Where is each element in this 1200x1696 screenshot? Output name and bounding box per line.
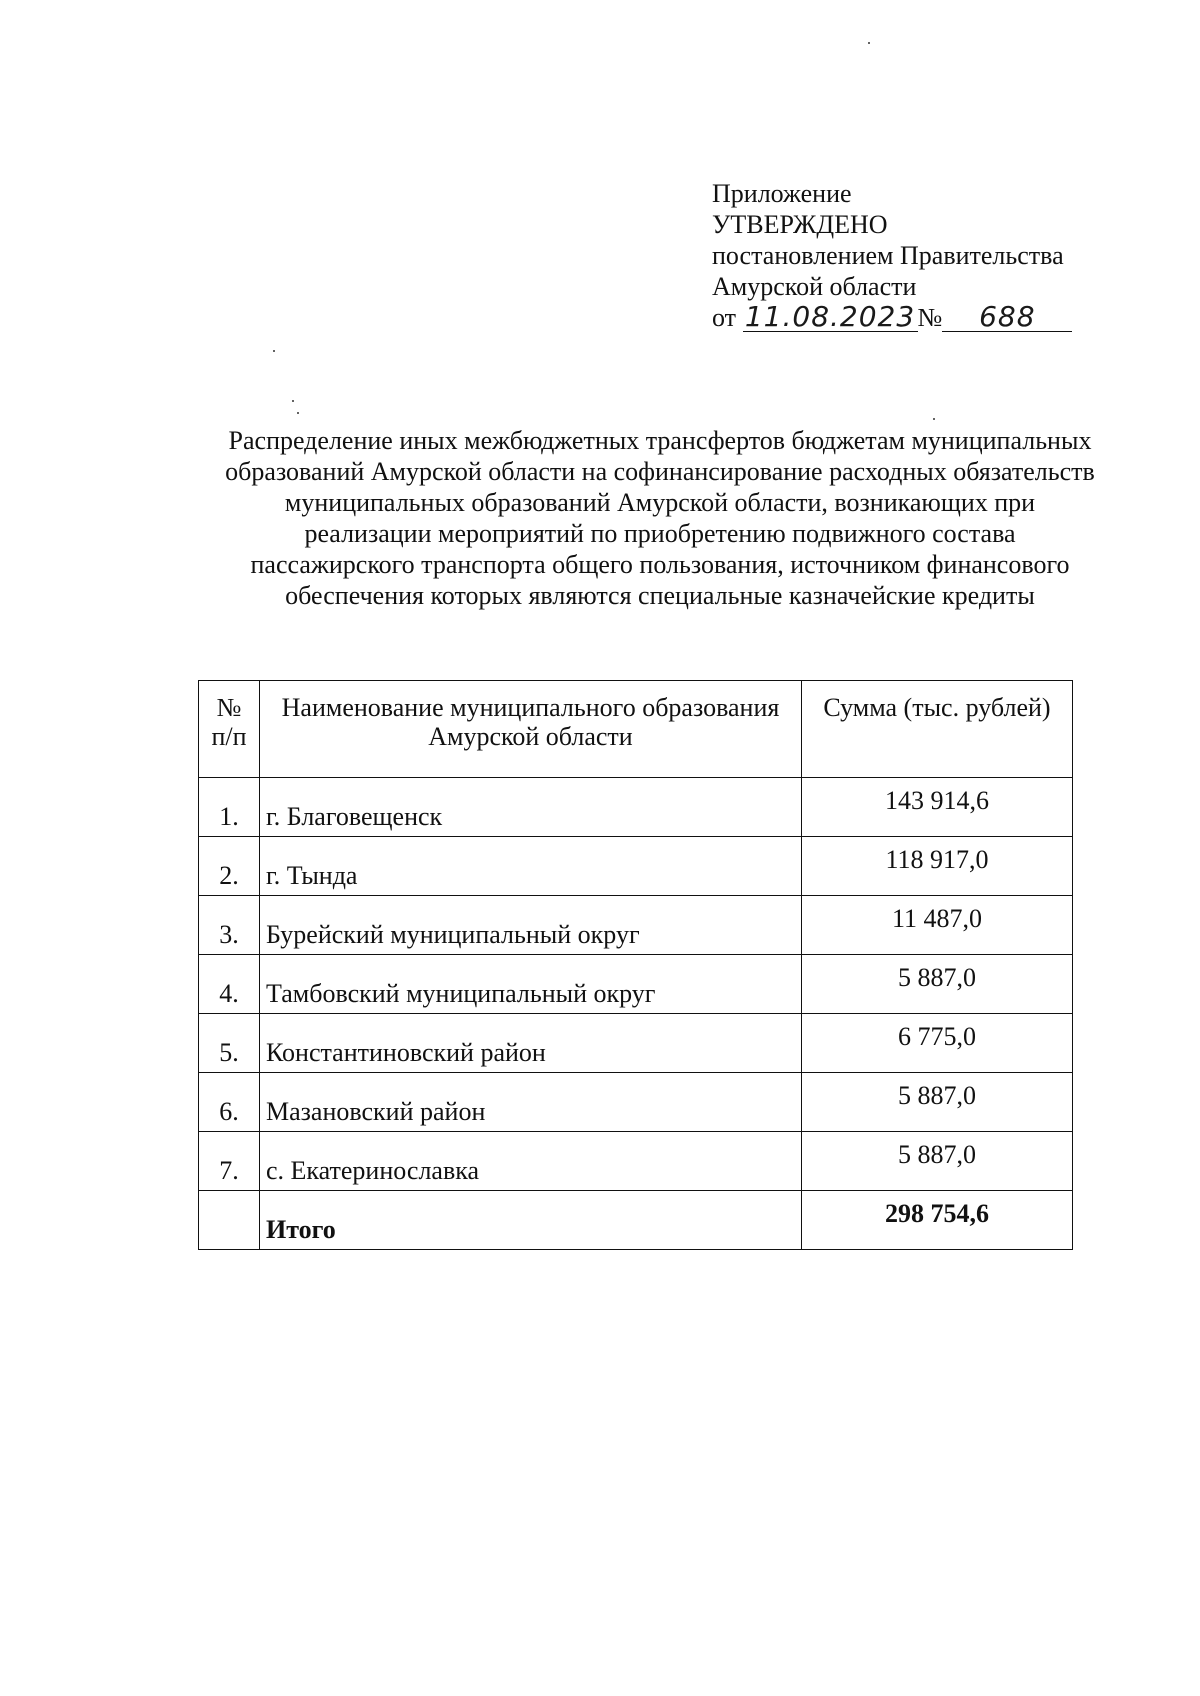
table-row [199,896,1073,955]
table-row [199,1073,1073,1132]
total-label: Итого [260,1191,802,1250]
date-number-line [712,302,1072,333]
resolution-label: постановлением Правительства [712,241,1064,270]
row-name: Тамбовский муниципальный округ [260,955,802,1014]
row-name: Бурейский муниципальный округ [260,896,802,955]
table-header-row [199,681,1073,778]
table-row [199,955,1073,1014]
header-number-line2: п/п [211,722,247,751]
row-sum: 5 887,0 [802,1132,1073,1191]
approval-block [712,178,1072,333]
scan-speck [868,42,870,44]
approved-label: УТВЕРЖДЕНО [712,210,888,239]
scan-speck [297,412,299,414]
row-name: Константиновский район [260,1014,802,1073]
document-title: Распределение иных межбюджетных трансфертов бюджетам муниципальных образований Амурской области на софинансирование расходных обязательств муниципальных образований Амурской области, возникающих при реализации мероприятий по приобретению подвижного состава пассажирского транспорта общего пользования, источником финансового обеспечения которых являются специальные казначейские кредиты [225,426,1095,610]
appendix-label: Приложение [712,179,852,208]
scan-speck [933,418,935,420]
row-name: г. Тында [260,837,802,896]
table-row [199,778,1073,837]
row-name: Мазановский район [260,1073,802,1132]
table-row [199,1014,1073,1073]
header-sum: Сумма (тыс. рублей) [802,681,1073,778]
row-sum: 5 887,0 [802,955,1073,1014]
row-number: 7. [199,1132,260,1191]
row-number: 6. [199,1073,260,1132]
region-label: Амурской области [712,272,917,301]
total-number [199,1191,260,1250]
table-total-row [199,1191,1073,1250]
row-name: с. Екатеринославка [260,1132,802,1191]
row-number: 3. [199,896,260,955]
header-name [260,681,802,778]
header-name-line2: Амурской области [428,722,633,751]
header-number [199,681,260,778]
row-number: 1. [199,778,260,837]
row-name: г. Благовещенск [260,778,802,837]
row-number: 5. [199,1014,260,1073]
allocation-table [198,680,1073,1250]
row-number: 2. [199,837,260,896]
scan-speck [292,400,294,402]
table-row [199,1132,1073,1191]
handwritten-number: 688 [942,303,1072,332]
table-row [199,837,1073,896]
scan-speck [273,350,275,352]
row-sum: 11 487,0 [802,896,1073,955]
date-prefix: от [712,303,737,332]
header-name-line1: Наименование муниципального образования [281,693,780,722]
row-sum: 143 914,6 [802,778,1073,837]
row-sum: 118 917,0 [802,837,1073,896]
handwritten-date: 11.08.2023 [743,303,918,332]
row-sum: 6 775,0 [802,1014,1073,1073]
header-number-line1: № [216,693,242,722]
number-sign: № [917,303,943,332]
row-sum: 5 887,0 [802,1073,1073,1132]
row-number: 4. [199,955,260,1014]
total-sum: 298 754,6 [802,1191,1073,1250]
